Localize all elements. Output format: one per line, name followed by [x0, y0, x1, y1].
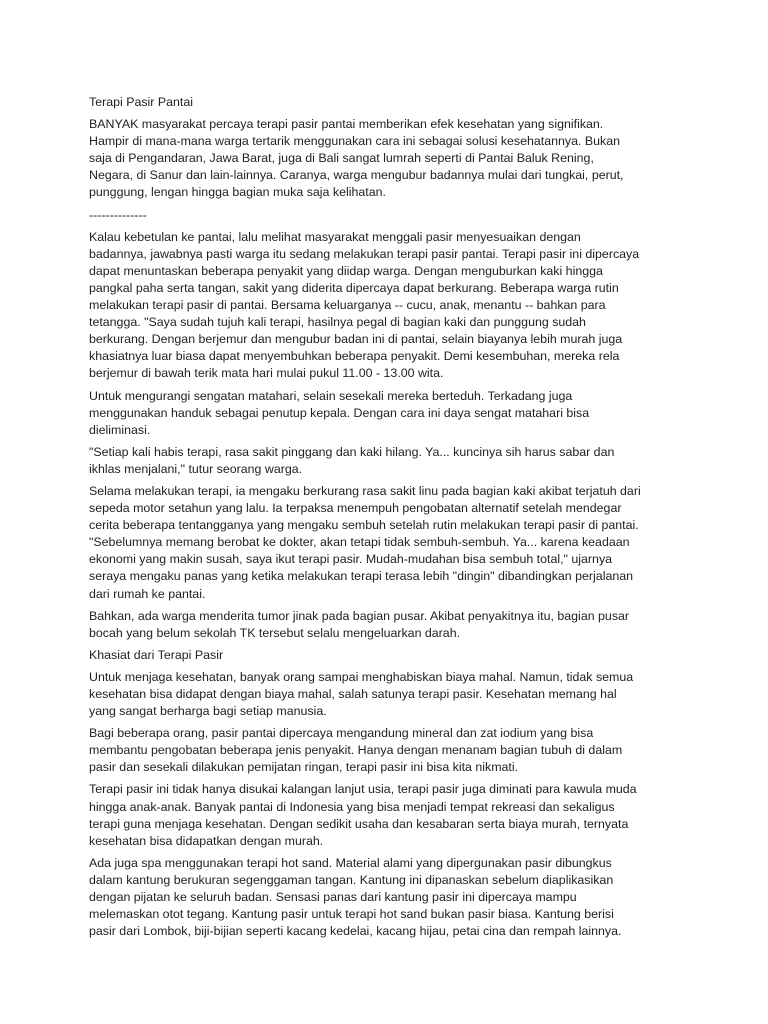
section-paragraph-1: Untuk menjaga kesehatan, banyak orang sampai menghabiskan biaya mahal. Namun, tidak semua kesehatan bisa didapat dengan biaya mahal, salah satunya terapi pasir. Kesehatan memang hal yang sangat berharga bagi setiap manusia.	[89, 669, 634, 719]
separator-line: --------------	[89, 207, 147, 222]
paragraph-4: Selama melakukan terapi, ia mengaku berkurang rasa sakit linu pada bagian kaki akibat terjatuh dari sepeda motor setahun yang lalu. Ia terpaksa menempuh pengobatan alternatif setelah mendegar cerita beberapa tentangganya yang mengaku sembuh setelah rutin melakukan terapi pasir di pantai. "Sebelumnya memang berobat ke dokter, akan tetapi tidak sembuh-sembuh. Ya... karena keadaan ekonomi yang makin susah, saya ikut terapi pasir. Mudah-mudahan bisa sembuh total," ujarnya seraya mengaku panas yang ketika melakukan terapi terasa lebih "dingin" dibandingkan perjalanan dari rumah ke pantai.	[89, 483, 641, 601]
document-title: Terapi Pasir Pantai	[89, 95, 193, 109]
paragraph-1: Kalau kebetulan ke pantai, lalu melihat masyarakat menggali pasir menyesuaikan dengan badannya, jawabnya pasti warga itu sedang melakukan terapi pasir pantai. Terapi pasir ini dipercaya dapat menuntaskan beberapa penyakit yang diidap warga. Dengan menguburkan kaki hingga pangkal paha serta tangan, sakit yang diderita dipercaya dapat berkurang. Beberapa warga rutin melakukan terapi pasir di pantai. Bersama keluarganya -- cucu, anak, menantu -- bahkan para tetangga. "Saya sudah tujuh kali terapi, hasilnya pegal di bagian kaki dan punggung sudah berkurang. Dengan berjemur dan mengubur badan ini di pantai, selain biayanya lebih murah juga khasiatnya luar biasa dapat menyembuhkan beberapa penyakit. Demi kesembuhan, mereka rela berjemur di bawah terik mata hari mulai pukul 11.00 - 13.00 wita.	[89, 229, 640, 381]
document-page	[89, 94, 689, 945]
section-paragraph-2: Bagi beberapa orang, pasir pantai dipercaya mengandung mineral dan zat iodium yang bisa membantu pengobatan beberapa jenis penyakit. Hanya dengan menanam bagian tubuh di dalam pasir dan sesekali dilakukan pemijatan ringan, terapi pasir ini bisa kita nikmati.	[89, 726, 623, 775]
paragraph-2: Untuk mengurangi sengatan matahari, selain sesekali mereka berteduh. Terkadang juga menggunakan handuk sebagai penutup kepala. Dengan cara ini daya sengat matahari bisa dieliminasi.	[89, 388, 590, 437]
paragraph-5: Bahkan, ada warga menderita tumor jinak pada bagian pusar. Akibat penyakitnya itu, bagian pusar bocah yang belum sekolah TK tersebut selalu mengeluarkan darah.	[89, 608, 630, 640]
section-paragraph-4: Ada juga spa menggunakan terapi hot sand. Material alami yang dipergunakan pasir dibungkus dalam kantung berukuran segenggaman tangan. Kantung ini dipanaskan sebelum diaplikasikan dengan pijatan ke seluruh badan. Sensasi panas dari kantung pasir ini dipercaya mampu melemaskan otot tegang. Kantung pasir untuk terapi hot sand bukan pasir biasa. Kantung berisi pasir dari Lombok, biji-bijian seperti kacang kedelai, kacang hijau, petai cina dan rempah lainnya.	[89, 855, 622, 939]
intro-paragraph: BANYAK masyarakat percaya terapi pasir pantai memberikan efek kesehatan yang signifikan. Hampir di mana-mana warga tertarik menggunakan cara ini sebagai solusi kesehatannya. Bukan saja di Pengandaran, Jawa Barat, juga di Bali sangat lumrah seperti di Pantai Baluk Rening, Negara, di Sanur dan lain-lainnya. Caranya, warga mengubur badannya mulai dari tungkai, perut, punggung, lengan hingga bagian muka saja kelihatan.	[89, 117, 624, 200]
section-heading: Khasiat dari Terapi Pasir	[89, 647, 224, 662]
paragraph-3: "Setiap kali habis terapi, rasa sakit pinggang dan kaki hilang. Ya... kuncinya sih harus sabar dan ikhlas menjalani," tutur seorang warga.	[89, 444, 615, 476]
section-paragraph-3: Terapi pasir ini tidak hanya disukai kalangan lanjut usia, terapi pasir juga diminati para kawula muda hingga anak-anak. Banyak pantai di Indonesia yang bisa menjadi tempat rekreasi dan sekaligus terapi guna menjaga kesehatan. Dengan sedikit usaha dan kesabaran serta biaya murah, ternyata kesehatan bisa didapatkan dengan murah.	[89, 782, 637, 848]
